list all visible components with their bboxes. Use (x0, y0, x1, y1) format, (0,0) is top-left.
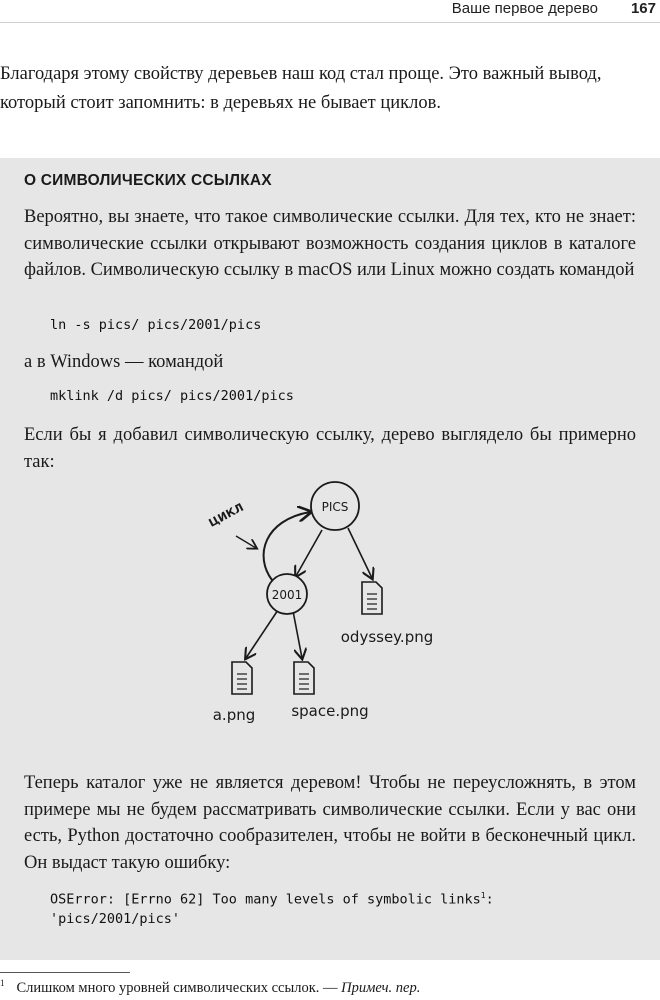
sidebar-box (0, 158, 660, 960)
sidebar-title: О СИМВОЛИЧЕСКИХ ССЫЛКАХ (24, 172, 272, 189)
symlink-tree-diagram (180, 476, 480, 748)
file-icon-odyssey (362, 582, 382, 614)
error-line-1: OSError: [Errno 62] Too many levels of symbolic links (50, 891, 481, 908)
code-mklink: mklink /d pics/ pics/2001/pics (50, 388, 294, 404)
node-pics-label: PICS (321, 500, 349, 514)
error-line-2: 'pics/2001/pics' (50, 910, 181, 927)
footnote-text: Слишком много уровней символических ссылок. — (16, 979, 342, 996)
footnote-note: Примеч. пер. (341, 979, 421, 996)
file-label-space: space.png (291, 702, 369, 720)
chapter-title: Ваше первое дерево (451, 0, 598, 17)
footnote-ref: 1 (480, 891, 486, 900)
file-icon-a (232, 662, 252, 694)
cycle-arrow (264, 512, 310, 580)
edge-pics-2001 (296, 530, 322, 576)
edge-2001-a (246, 610, 278, 658)
sidebar-paragraph-2: а в Windows — командой (24, 352, 224, 372)
running-header (0, 0, 660, 22)
error-line-1-tail: : (485, 891, 494, 908)
node-2001-label: 2001 (271, 588, 303, 602)
file-label-odyssey: odyssey.png (340, 628, 434, 646)
sidebar-paragraph-3: Если бы я добавил символическую ссылку, дерево выглядело бы примерно так: (24, 425, 636, 472)
cycle-pointer-arrow (236, 536, 256, 548)
error-output (50, 886, 494, 929)
cycle-label: ЦИКЛ (206, 500, 246, 530)
footnote (0, 978, 420, 997)
sidebar-paragraph-1: Вероятно, вы знаете, что такое символические ссылки. Для тех, кто не знает: символические ссылки открывают возможность создания циклов в каталоге файлов. Символическую ссылку в macOS или Linux можно создать командой (24, 207, 636, 280)
edge-2001-space (293, 611, 302, 658)
edge-pics-odyssey (348, 528, 372, 578)
page-number: 167 (630, 0, 656, 17)
sidebar-paragraph-4: Теперь каталог уже не является деревом! Чтобы не переусложнять, в этом примере мы не будем рассматривать символические ссылки. Если у вас они есть, Python достаточно сообразителен, чтобы не войти в бесконечный цикл. Он выдаст такую ошибку: (24, 773, 636, 873)
footnote-number: 1 (0, 978, 5, 988)
header-divider (0, 22, 660, 23)
intro-paragraph: Благодаря этому свойству деревьев наш код стал проще. Это важный вывод, который стоит запомнить: в деревьях не бывает циклов. (0, 64, 602, 113)
file-icon-space (294, 662, 314, 694)
code-ln: ln -s pics/ pics/2001/pics (50, 317, 262, 333)
footnote-divider (0, 972, 130, 973)
file-label-a: a.png (212, 706, 256, 724)
